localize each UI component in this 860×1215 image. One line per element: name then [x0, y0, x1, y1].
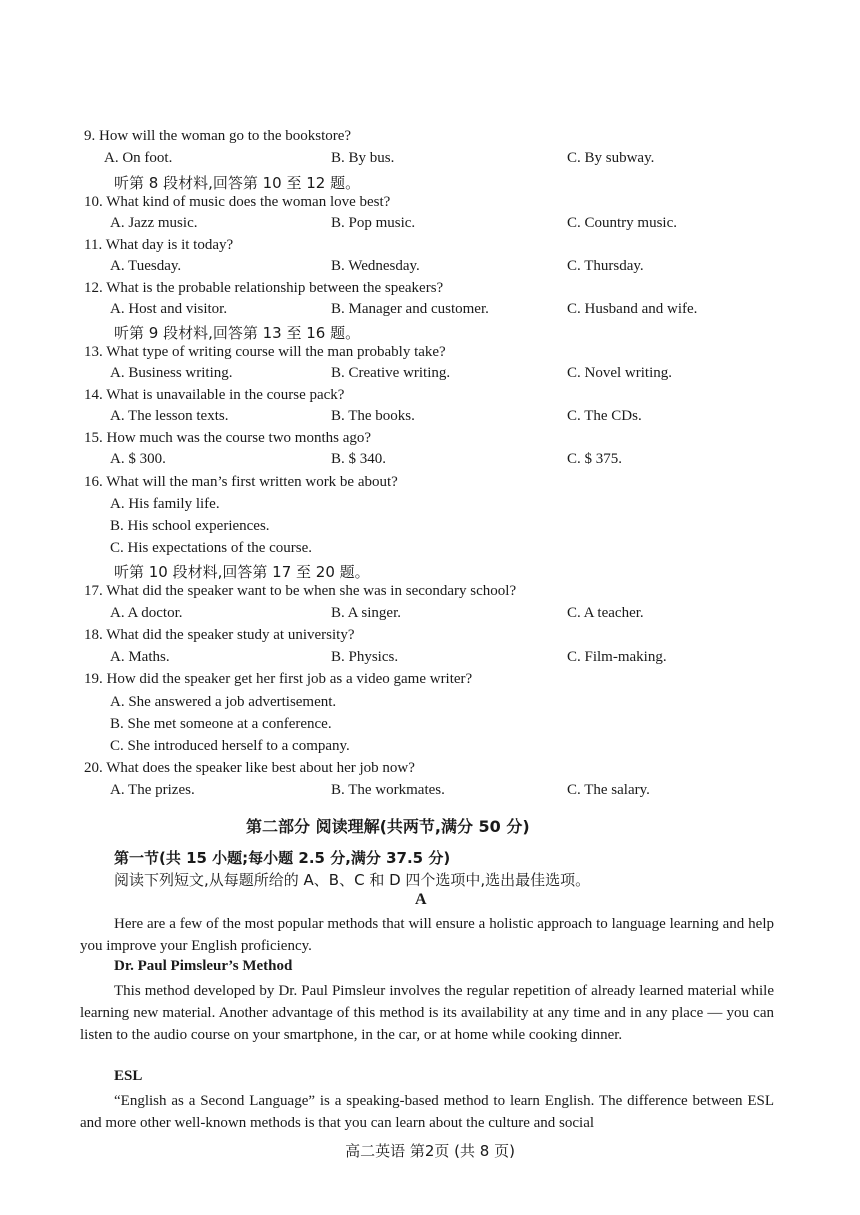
q16-option-a: A. His family life.: [110, 496, 220, 512]
q12-option-b: B. Manager and customer.: [331, 301, 489, 317]
question-13: 13. What type of writing course will the man probably take?: [84, 344, 446, 360]
passage-label: A: [415, 891, 427, 908]
question-16: 16. What will the man’s first written work be about?: [84, 474, 398, 490]
q18-option-c: C. Film-making.: [567, 649, 667, 665]
q20-option-c: C. The salary.: [567, 782, 650, 798]
q11-option-c: C. Thursday.: [567, 258, 644, 274]
q20-option-a: A. The prizes.: [110, 782, 195, 798]
passage-paragraph-pimsleur: This method developed by Dr. Paul Pimsleur involves the regular repetition of already learned material while learning new material. Another advantage of this method is its availability at any time and in any place — you can listen to the audio course on your smartphone, in the car, or at home while cooking dinner.: [80, 983, 774, 1043]
q17-option-a: A. A doctor.: [110, 605, 183, 621]
q9-option-a: A. On foot.: [104, 150, 173, 166]
q18-option-a: A. Maths.: [110, 649, 170, 665]
question-19: 19. How did the speaker get her first job as a video game writer?: [84, 671, 473, 687]
q14-option-c: C. The CDs.: [567, 408, 642, 424]
question-15: 15. How much was the course two months ago?: [84, 430, 372, 446]
q9-option-c: C. By subway.: [567, 150, 655, 166]
q10-option-b: B. Pop music.: [331, 215, 416, 231]
page-footer: 高二英语 第2页 (共 8 页): [345, 1142, 515, 1160]
section1-directions: 阅读下列短文,从每题所给的 A、B、C 和 D 四个选项中,选出最佳选项。: [114, 871, 591, 889]
passage-heading-pimsleur: Dr. Paul Pimsleur’s Method: [114, 958, 293, 974]
passage-intro: Here are a few of the most popular methods that will ensure a holistic approach to language learning and help you improve your English proficiency.: [80, 916, 774, 954]
q15-option-a: A. $ 300.: [110, 451, 166, 467]
q11-option-a: A. Tuesday.: [110, 258, 182, 274]
q15-option-b: B. $ 340.: [331, 451, 387, 467]
question-12: 12. What is the probable relationship between the speakers?: [84, 280, 444, 296]
question-18: 18. What did the speaker study at university?: [84, 627, 355, 643]
section1-title: 第一节(共 15 小题;每小题 2.5 分,满分 37.5 分): [114, 849, 451, 867]
q11-option-b: B. Wednesday.: [331, 258, 420, 274]
q12-option-a: A. Host and visitor.: [110, 301, 228, 317]
instruction-segment-10: 听第 10 段材料,回答第 17 至 20 题。: [114, 563, 370, 581]
q14-option-a: A. The lesson texts.: [110, 408, 229, 424]
q10-option-c: C. Country music.: [567, 215, 678, 231]
question-10: 10. What kind of music does the woman love best?: [84, 194, 391, 210]
instruction-segment-8: 听第 8 段材料,回答第 10 至 12 题。: [114, 174, 361, 192]
question-11: 11. What day is it today?: [84, 237, 234, 253]
q10-option-a: A. Jazz music.: [110, 215, 198, 231]
q16-option-b: B. His school experiences.: [110, 518, 270, 534]
q14-option-b: B. The books.: [331, 408, 415, 424]
passage-heading-esl: ESL: [114, 1068, 143, 1084]
q13-option-a: A. Business writing.: [110, 365, 233, 381]
question-9: 9. How will the woman go to the bookstore?: [84, 128, 352, 144]
question-14: 14. What is unavailable in the course pack?: [84, 387, 345, 403]
q9-option-b: B. By bus.: [331, 150, 395, 166]
q17-option-b: B. A singer.: [331, 605, 402, 621]
question-17: 17. What did the speaker want to be when she was in secondary school?: [84, 583, 517, 599]
q13-option-b: B. Creative writing.: [331, 365, 451, 381]
q19-option-c: C. She introduced herself to a company.: [110, 738, 350, 754]
question-20: 20. What does the speaker like best about her job now?: [84, 760, 415, 776]
q13-option-c: C. Novel writing.: [567, 365, 672, 381]
q16-option-c: C. His expectations of the course.: [110, 540, 313, 556]
q19-option-b: B. She met someone at a conference.: [110, 716, 332, 732]
q20-option-b: B. The workmates.: [331, 782, 445, 798]
part2-title: 第二部分 阅读理解(共两节,满分 50 分): [246, 817, 530, 836]
q12-option-c: C. Husband and wife.: [567, 301, 698, 317]
q19-option-a: A. She answered a job advertisement.: [110, 694, 337, 710]
passage-paragraph-esl: “English as a Second Language” is a speaking-based method to learn English. The difference between ESL and more other well-known methods is that you can learn about the culture and social: [80, 1093, 774, 1131]
q18-option-b: B. Physics.: [331, 649, 399, 665]
instruction-segment-9: 听第 9 段材料,回答第 13 至 16 题。: [114, 324, 361, 342]
q17-option-c: C. A teacher.: [567, 605, 644, 621]
q15-option-c: C. $ 375.: [567, 451, 623, 467]
